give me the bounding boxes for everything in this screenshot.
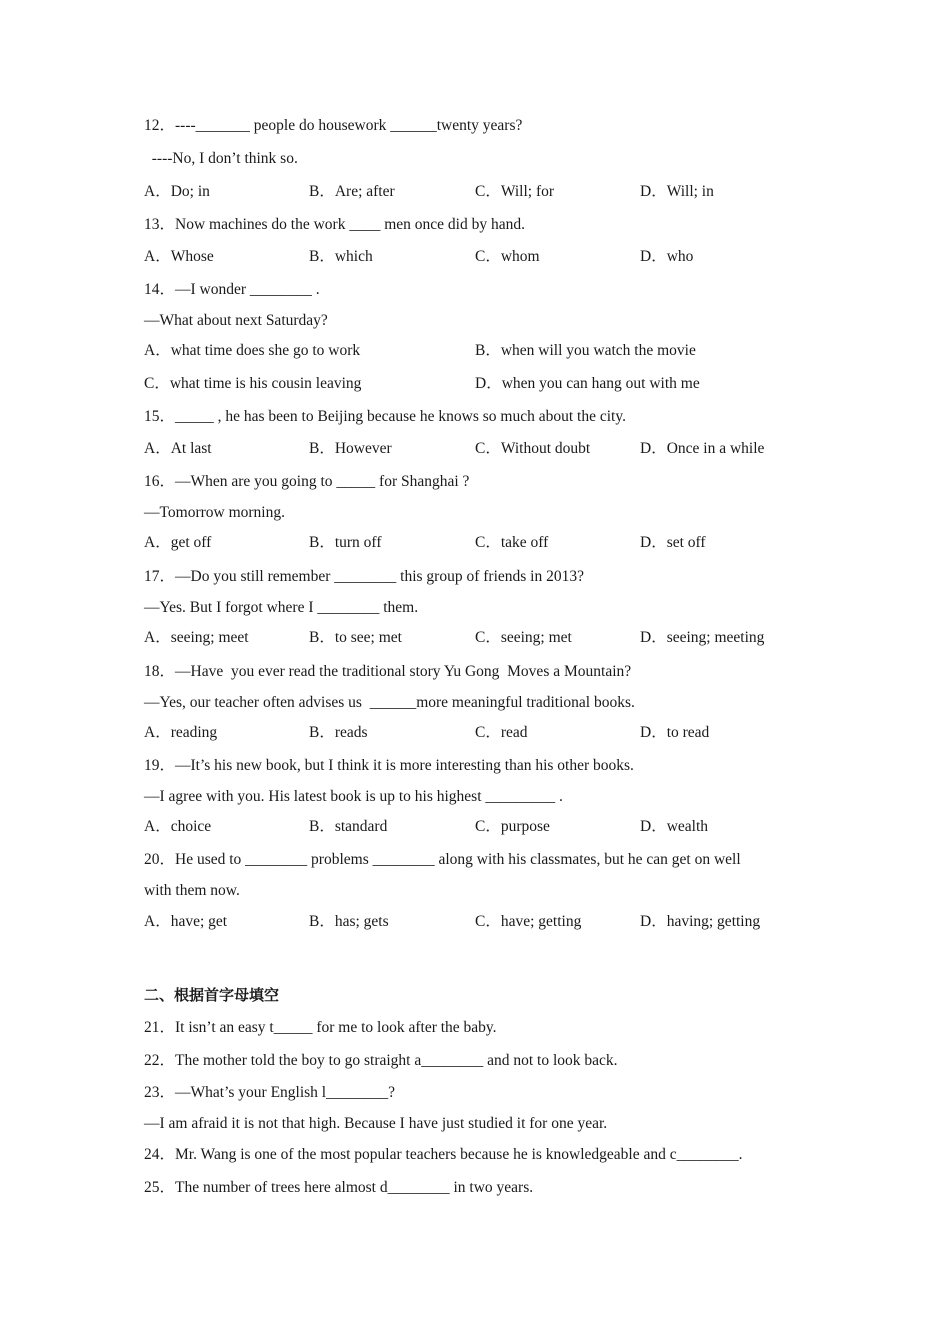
- question-17-option-b: B．to see; met: [309, 629, 402, 646]
- question-17-dialog-line: —Yes. But I forgot where I ________ them.: [144, 599, 419, 616]
- question-17-option-d: D．seeing; meeting: [640, 629, 765, 646]
- section-2-heading: 二、根据首字母填空: [144, 986, 280, 1004]
- question-25: 25．The number of trees here almost d________ in two years.: [144, 1179, 534, 1196]
- question-22: 22．The mother told the boy to go straight a________ and not to look back.: [144, 1052, 618, 1069]
- question-14-option-d: D．when you can hang out with me: [475, 375, 700, 392]
- question-14-option-b: B．when will you watch the movie: [475, 342, 696, 359]
- question-15-option-d: D．Once in a while: [640, 440, 765, 457]
- question-19-dialog-line: —I agree with you. His latest book is up to his highest _________ .: [144, 788, 563, 805]
- question-13-option-c: C．whom: [475, 248, 540, 265]
- question-20-stem: 20．He used to ________ problems ________ along with his classmates, but he can get on well: [144, 851, 741, 868]
- question-24: 24．Mr. Wang is one of the most popular teachers because he is knowledgeable and c________.: [144, 1146, 743, 1163]
- question-12-option-d: D．Will; in: [640, 183, 714, 200]
- question-16-option-b: B．turn off: [309, 534, 382, 551]
- question-16-dialog-line: —Tomorrow morning.: [144, 504, 285, 521]
- question-14-option-c: C．what time is his cousin leaving: [144, 375, 362, 392]
- question-12-answer-line: ----No, I don’t think so.: [144, 150, 298, 167]
- question-12-option-a: A．Do; in: [144, 183, 210, 200]
- question-18-option-b: B．reads: [309, 724, 368, 741]
- question-20-option-b: B．has; gets: [309, 913, 389, 930]
- question-16-option-a: A．get off: [144, 534, 212, 551]
- question-17-option-a: A．seeing; meet: [144, 629, 249, 646]
- question-18-option-d: D．to read: [640, 724, 710, 741]
- question-12-stem: 12．----_______ people do housework ______twenty years?: [144, 117, 523, 134]
- question-20-option-a: A．have; get: [144, 913, 228, 930]
- question-18-stem: 18．—Have you ever read the traditional story Yu Gong Moves a Mountain?: [144, 663, 632, 680]
- question-13-option-b: B．which: [309, 248, 373, 265]
- question-14-stem: 14．—I wonder ________ .: [144, 281, 320, 298]
- question-18-dialog-line: —Yes, our teacher often advises us ______more meaningful traditional books.: [144, 694, 635, 711]
- question-14-option-a: A．what time does she go to work: [144, 342, 361, 359]
- question-23: 23．—What’s your English l________?: [144, 1084, 395, 1101]
- question-19-option-d: D．wealth: [640, 818, 709, 835]
- question-14-dialog-line: —What about next Saturday?: [144, 312, 328, 329]
- question-20-stem-continued: with them now.: [144, 882, 240, 899]
- question-19-option-c: C．purpose: [475, 818, 550, 835]
- question-13-option-d: D．who: [640, 248, 694, 265]
- question-17-stem: 17．—Do you still remember ________ this group of friends in 2013?: [144, 568, 584, 585]
- question-12-option-b: B．Are; after: [309, 183, 395, 200]
- question-23-dialog-line: —I am afraid it is not that high. Because I have just studied it for one year.: [144, 1115, 608, 1132]
- question-15-option-a: A．At last: [144, 440, 212, 457]
- question-16-option-c: C．take off: [475, 534, 549, 551]
- question-19-stem: 19．—It’s his new book, but I think it is more interesting than his other books.: [144, 757, 634, 774]
- question-20-option-c: C．have; getting: [475, 913, 582, 930]
- question-13-option-a: A．Whose: [144, 248, 214, 265]
- question-15-option-b: B．However: [309, 440, 392, 457]
- question-17-option-c: C．seeing; met: [475, 629, 572, 646]
- question-19-option-b: B．standard: [309, 818, 388, 835]
- question-16-option-d: D．set off: [640, 534, 706, 551]
- question-18-option-a: A．reading: [144, 724, 218, 741]
- question-16-stem: 16．—When are you going to _____ for Shanghai ?: [144, 473, 470, 490]
- question-13-stem: 13．Now machines do the work ____ men once did by hand.: [144, 216, 525, 233]
- question-15-stem: 15．_____ , he has been to Beijing because he knows so much about the city.: [144, 408, 626, 425]
- question-15-option-c: C．Without doubt: [475, 440, 591, 457]
- question-12-option-c: C．Will; for: [475, 183, 555, 200]
- question-18-option-c: C．read: [475, 724, 528, 741]
- question-19-option-a: A．choice: [144, 818, 212, 835]
- question-20-option-d: D．having; getting: [640, 913, 761, 930]
- question-21: 21．It isn’t an easy t_____ for me to look after the baby.: [144, 1019, 497, 1036]
